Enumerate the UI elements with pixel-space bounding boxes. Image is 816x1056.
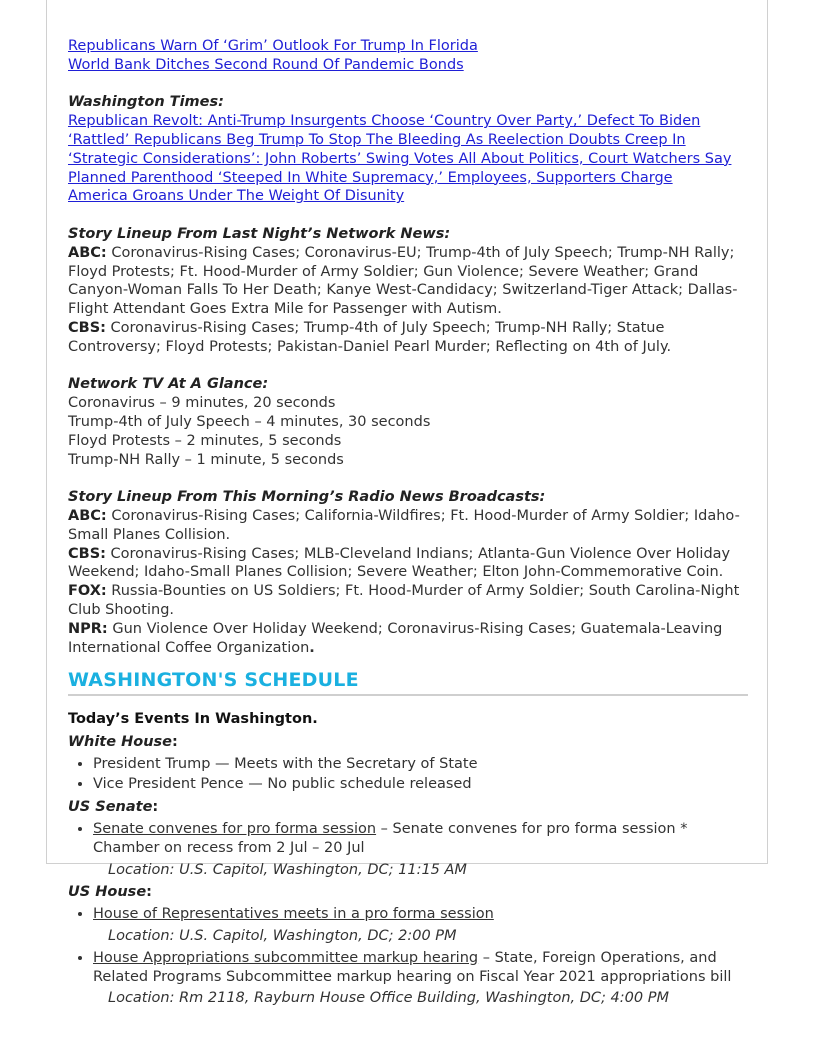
event-link[interactable]: Senate convenes for pro forma session [93, 821, 377, 838]
white-house-heading: White House: [68, 733, 178, 750]
event-description: – State, Foreign Operations, and Related Programs Subcommittee markup hearing on Fiscal Year 2021 appropriations bill [93, 949, 732, 985]
news-link[interactable]: Republican Revolt: Anti-Trump Insurgents Choose ‘Country Over Party,’ Defect To Biden [68, 113, 701, 130]
network-label: FOX: [68, 583, 107, 600]
network-label: CBS: [68, 319, 106, 336]
glance-item: Floyd Protests – 2 minutes, 5 seconds [68, 432, 342, 449]
lineup-text: Coronavirus-Rising Cases; MLB-Cleveland Indians; Atlanta-Gun Violence Over Holiday Weekend; Idaho-Small Planes Collision; Severe Weather; Elton John-Commemorative Coin. [68, 545, 731, 581]
lineup-text: Coronavirus-Rising Cases; Trump-4th of July Speech; Trump-NH Rally; Statue Controversy; Floyd Protests; Pakistan-Daniel Pearl Murder; Reflecting on 4th of July. [68, 319, 672, 355]
news-link[interactable]: ‘Rattled’ Republicans Beg Trump To Stop The Bleeding As Reelection Doubts Creep In [68, 131, 686, 148]
house-list-2 [68, 949, 758, 987]
today-events-title: Today’s Events In Washington. [68, 711, 318, 728]
schedule-heading: WASHINGTON'S SCHEDULE [68, 671, 748, 696]
senate-list [68, 820, 758, 858]
section-title: Story Lineup From Last Night’s Network News: [68, 225, 451, 242]
radio-section [68, 488, 758, 657]
glance-item: Trump-4th of July Speech – 4 minutes, 30 seconds [68, 413, 431, 430]
event-link[interactable]: House Appropriations subcommittee markup hearing [93, 949, 479, 966]
newsletter-content [68, 37, 758, 1011]
glance-item: Trump-NH Rally – 1 minute, 5 seconds [68, 451, 344, 468]
news-link[interactable]: World Bank Ditches Second Round Of Pandemic Bonds [68, 56, 464, 73]
event-link[interactable]: House of Representatives meets in a pro forma session [93, 906, 494, 923]
news-link[interactable]: ‘Strategic Considerations’: John Roberts’ Swing Votes All About Politics, Court Watchers Say [68, 150, 732, 167]
news-link[interactable]: Republicans Warn Of ‘Grim’ Outlook For Trump In Florida [68, 38, 478, 54]
network-label: ABC: [68, 244, 107, 261]
house-list [68, 905, 758, 924]
lineup-text: Coronavirus-Rising Cases; California-Wildfires; Ft. Hood-Murder of Army Soldier; Idaho-Small Planes Collision. [68, 507, 740, 543]
cbs-lineup [68, 319, 758, 357]
section-title: Washington Times: [68, 94, 224, 111]
lineup-end: . [309, 639, 315, 656]
lineup-text: Gun Violence Over Holiday Weekend; Coronavirus-Rising Cases; Guatemala-Leaving International Coffee Organization [68, 620, 723, 656]
section-title: Network TV At A Glance: [68, 376, 269, 393]
washington-times-section [68, 93, 758, 206]
cbs-radio-lineup [68, 545, 758, 583]
list-item [93, 820, 758, 858]
lineup-text: Russia-Bounties on US Soldiers; Ft. Hood-Murder of Army Soldier; South Carolina-Night Club Shooting. [68, 583, 740, 618]
list-item [93, 905, 758, 924]
section-title: Story Lineup From This Morning’s Radio News Broadcasts: [68, 489, 546, 506]
abc-lineup [68, 244, 758, 319]
event-location: Location: Rm 2118, Rayburn House Office Building, Washington, DC; 4:00 PM [108, 990, 669, 1007]
list-item [93, 949, 758, 987]
glance-section [68, 375, 758, 469]
event-location: Location: U.S. Capitol, Washington, DC; 11:15 AM [108, 861, 467, 878]
network-news-section [68, 225, 758, 357]
white-house-list [68, 755, 758, 795]
senate-heading: US Senate: [68, 799, 159, 816]
network-label: NPR: [68, 620, 108, 637]
npr-radio-lineup [68, 620, 758, 658]
event-description: – Senate convenes for pro forma session * Chamber on recess from 2 Jul – 20 Jul [93, 821, 688, 856]
list-item: • President Trump — Meets with the Secretary of State [93, 755, 758, 774]
house-heading: US House: [68, 884, 152, 901]
fox-radio-lineup [68, 582, 758, 620]
network-label: CBS: [68, 545, 106, 562]
glance-item: Coronavirus – 9 minutes, 20 seconds [68, 395, 336, 412]
event-location: Location: U.S. Capitol, Washington, DC; 2:00 PM [108, 928, 457, 945]
news-link[interactable]: America Groans Under The Weight Of Disunity [68, 188, 405, 205]
abc-radio-lineup [68, 507, 758, 545]
lineup-text: Coronavirus-Rising Cases; Coronavirus-EU; Trump-4th of July Speech; Trump-NH Rally; Floyd Protests; Ft. Hood-Murder of Army Soldier; Gun Violence; Severe Weather; Grand Canyon-Woman Falls To Her Death; Kanye West-Candidacy; Switzerland-Tiger Attack; Dallas-Flight Attendant Goes Extra Mile for Passenger with Autism. [68, 244, 738, 318]
top-links [68, 37, 758, 75]
network-label: ABC: [68, 507, 107, 524]
list-item: • Vice President Pence — No public schedule released [93, 775, 758, 794]
news-link[interactable]: Planned Parenthood ‘Steeped In White Supremacy,’ Employees, Supporters Charge [68, 169, 673, 186]
